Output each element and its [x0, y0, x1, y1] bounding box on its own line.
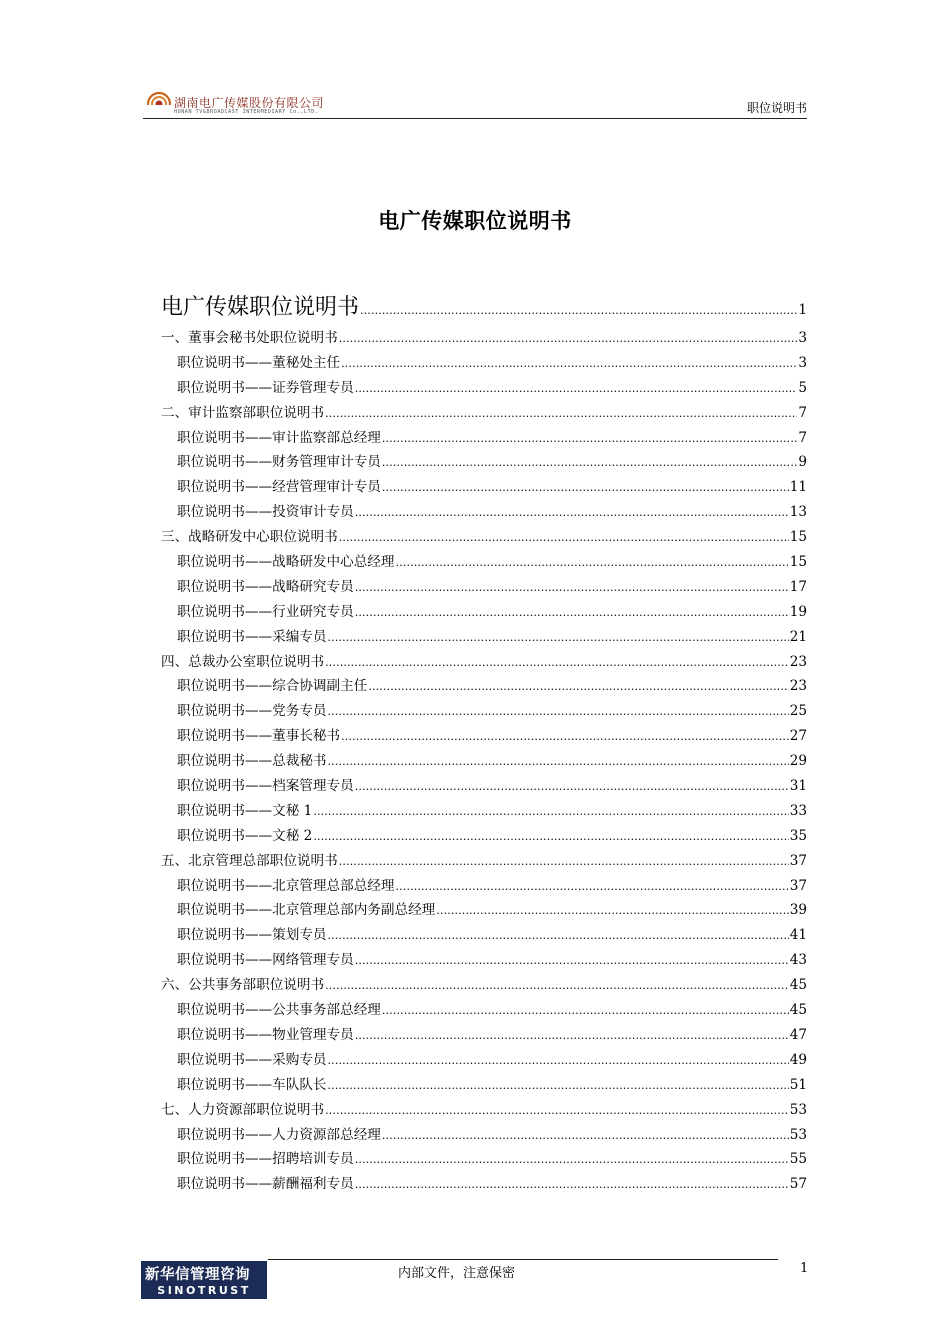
toc-entry[interactable]	[161, 450, 807, 475]
toc-leader-dots	[396, 874, 789, 900]
toc-entry[interactable]	[161, 724, 807, 749]
toc-leader-dots	[382, 998, 789, 1024]
toc-entry-page: 11	[789, 479, 807, 496]
toc-entry[interactable]	[161, 1147, 807, 1172]
toc-entry-page: 17	[789, 578, 807, 595]
toc-entry-page: 7	[798, 404, 807, 421]
toc-entry[interactable]	[161, 351, 807, 376]
toc-leader-dots	[355, 1147, 789, 1173]
toc-entry-page: 53	[789, 1101, 807, 1118]
toc-entry[interactable]	[161, 326, 807, 351]
toc-entry[interactable]	[161, 426, 807, 451]
toc-leader-dots	[355, 600, 789, 626]
footer-divider	[268, 1259, 778, 1260]
toc-entry-title: 一、董事会秘书处职位说明书	[161, 330, 338, 346]
toc-entry-page: 51	[789, 1076, 807, 1093]
table-of-contents	[161, 290, 807, 1197]
toc-entry[interactable]	[161, 1048, 807, 1073]
toc-leader-dots	[355, 500, 789, 526]
toc-entry-page: 15	[789, 529, 807, 546]
toc-entry-title: 职位说明书——董秘处主任	[177, 354, 341, 371]
toc-leader-dots	[355, 1172, 789, 1198]
toc-entry-title: 职位说明书——采编专员	[177, 628, 327, 645]
toc-leader-dots	[355, 575, 789, 601]
consultancy-logo-en: SINOTRUST	[157, 1284, 251, 1297]
company-logo-icon	[146, 91, 172, 111]
toc-entry-title: 六、公共事务部职位说明书	[161, 977, 325, 994]
toc-entry-page: 57	[789, 1176, 807, 1193]
toc-entry-title: 职位说明书——审计监察部总经理	[177, 429, 381, 446]
toc-entry-title: 职位说明书——招聘培训专员	[177, 1151, 354, 1168]
toc-entry-title: 职位说明书——人力资源部总经理	[177, 1126, 381, 1143]
toc-entry-title: 职位说明书——总裁秘书	[177, 753, 327, 770]
toc-entry-title: 职位说明书——董事长秘书	[177, 728, 341, 745]
toc-entry-page: 9	[798, 454, 807, 471]
toc-entry-title: 职位说明书——策划专员	[177, 927, 327, 944]
toc-leader-dots	[339, 525, 789, 551]
toc-entry-title: 七、人力资源部职位说明书	[161, 1101, 325, 1118]
toc-entry[interactable]	[161, 799, 807, 824]
toc-entry-title: 四、总裁办公室职位说明书	[161, 653, 325, 670]
toc-entry-page: 39	[789, 902, 807, 919]
toc-leader-dots	[325, 1098, 789, 1124]
toc-entry[interactable]	[161, 824, 807, 849]
toc-entry-title: 职位说明书——北京管理总部总经理	[177, 877, 395, 894]
toc-entry-title: 职位说明书——北京管理总部内务副总经理	[177, 902, 436, 919]
toc-entry-page: 13	[789, 504, 807, 521]
toc-entry[interactable]	[161, 575, 807, 600]
toc-leader-dots	[328, 1048, 789, 1074]
toc-entry-title: 二、审计监察部职位说明书	[161, 404, 325, 421]
toc-entry[interactable]	[161, 550, 807, 575]
toc-entry[interactable]	[161, 650, 807, 675]
toc-entry[interactable]	[161, 401, 807, 426]
toc-leader-dots	[313, 799, 788, 825]
toc-leader-dots	[355, 774, 789, 800]
toc-entry-title: 职位说明书——战略研发中心总经理	[177, 554, 395, 571]
toc-leader-dots	[341, 724, 789, 750]
toc-entry[interactable]	[161, 674, 807, 699]
toc-leader-dots	[355, 948, 789, 974]
toc-entry-page: 3	[798, 330, 807, 346]
toc-entry[interactable]	[161, 849, 807, 874]
toc-entry[interactable]	[161, 600, 807, 625]
page-header	[143, 88, 807, 119]
toc-entry[interactable]	[161, 973, 807, 998]
toc-leader-dots	[325, 650, 789, 676]
toc-entry[interactable]	[161, 774, 807, 799]
toc-entry[interactable]	[161, 948, 807, 973]
toc-entry-title: 职位说明书——投资审计专员	[177, 504, 354, 521]
toc-leader-dots	[328, 923, 789, 949]
toc-leader-dots	[396, 550, 789, 576]
toc-entry[interactable]	[161, 1123, 807, 1148]
toc-entry[interactable]	[161, 625, 807, 650]
toc-entry-page: 23	[789, 653, 807, 670]
toc-entry-title: 职位说明书——采购专员	[177, 1051, 327, 1068]
toc-entry[interactable]	[161, 874, 807, 899]
toc-entry-title: 职位说明书——党务专员	[177, 703, 327, 720]
toc-leader-dots	[355, 1023, 789, 1049]
toc-entry-page: 53	[789, 1126, 807, 1143]
page-title: 电广传媒职位说明书	[378, 209, 572, 233]
toc-entry-page: 3	[798, 354, 807, 371]
toc-entry-page: 43	[789, 952, 807, 969]
toc-entry[interactable]	[161, 500, 807, 525]
toc-entry-page: 29	[789, 753, 807, 770]
footer-confidential-note: 内部文件，注意保密	[398, 1266, 516, 1281]
toc-leader-dots	[313, 824, 788, 850]
toc-entry[interactable]	[161, 749, 807, 774]
toc-leader-dots	[328, 749, 789, 775]
toc-entry[interactable]	[161, 1023, 807, 1048]
toc-entry-title: 五、北京管理总部职位说明书	[161, 852, 338, 869]
toc-leader-dots	[339, 849, 789, 875]
toc-leader-dots	[325, 401, 797, 427]
toc-entry[interactable]	[161, 475, 807, 500]
header-doc-label: 职位说明书	[746, 101, 807, 115]
toc-entry-title: 职位说明书——财务管理审计专员	[177, 454, 381, 471]
toc-leader-dots	[341, 351, 797, 377]
toc-leader-dots	[436, 898, 788, 924]
toc-entry-title: 职位说明书——综合协调副主任	[177, 678, 368, 695]
toc-leader-dots	[328, 625, 789, 651]
toc-entry-title: 三、战略研发中心职位说明书	[161, 529, 338, 546]
toc-entry-page: 21	[789, 628, 807, 645]
toc-entry-page: 5	[798, 379, 807, 396]
toc-entry[interactable]	[161, 923, 807, 948]
company-name-cn: 湖南电广传媒股份有限公司	[174, 96, 325, 110]
toc-entry-page: 23	[789, 678, 807, 695]
toc-entry[interactable]	[161, 898, 807, 923]
toc-entry-page: 37	[789, 877, 807, 894]
toc-leader-dots	[382, 450, 797, 476]
toc-entry-title: 职位说明书——车队队长	[177, 1076, 327, 1093]
toc-entry-page: 35	[789, 827, 807, 844]
toc-entry-page: 37	[789, 852, 807, 869]
toc-entry-page: 31	[789, 778, 807, 795]
toc-entry-title: 职位说明书——文秘 2	[177, 827, 313, 844]
toc-entry-title: 职位说明书——证券管理专员	[177, 379, 354, 396]
toc-leader-dots	[360, 290, 797, 329]
toc-entry-title: 职位说明书——物业管理专员	[177, 1026, 354, 1043]
toc-entry-page: 47	[789, 1026, 807, 1043]
toc-leader-dots	[382, 426, 797, 452]
toc-entry-page: 15	[789, 554, 807, 571]
footer-page-number: 1	[800, 1261, 809, 1276]
toc-entry-title: 职位说明书——行业研究专员	[177, 603, 354, 620]
toc-entry-title: 职位说明书——经营管理审计专员	[177, 479, 381, 496]
toc-entry-page: 45	[789, 977, 807, 994]
toc-entry-page: 45	[789, 1002, 807, 1019]
toc-entry[interactable]	[161, 525, 807, 550]
toc-leader-dots	[382, 475, 789, 501]
toc-entry-title: 职位说明书——公共事务部总经理	[177, 1002, 381, 1019]
consultancy-logo-cn: 新华信管理咨询	[145, 1267, 250, 1283]
toc-entry-title: 职位说明书——战略研究专员	[177, 578, 354, 595]
toc-entry[interactable]	[161, 376, 807, 401]
toc-entry-title: 职位说明书——薪酬福利专员	[177, 1176, 354, 1193]
company-name-en: HUNAN TV&BROADCAST INTERMEDIARY Co.,LTD.	[174, 109, 319, 115]
toc-entry-page: 55	[789, 1151, 807, 1168]
toc-entry-page: 7	[798, 429, 807, 446]
toc-leader-dots	[355, 376, 798, 402]
toc-entry-page: 33	[789, 802, 807, 819]
toc-leader-dots	[382, 1123, 789, 1149]
toc-entry-title: 职位说明书——档案管理专员	[177, 778, 354, 795]
toc-entry-page: 41	[789, 927, 807, 944]
toc-entry-page: 1	[798, 302, 807, 318]
toc-leader-dots	[339, 326, 798, 352]
toc-leader-dots	[325, 973, 789, 999]
toc-leader-dots	[328, 699, 789, 725]
toc-leader-dots	[368, 674, 788, 700]
toc-entry-title: 职位说明书——文秘 1	[177, 802, 313, 819]
toc-entry-page: 25	[789, 703, 807, 720]
toc-entry[interactable]	[161, 699, 807, 724]
toc-entry[interactable]	[161, 998, 807, 1023]
toc-leader-dots	[328, 1073, 789, 1099]
toc-entry-page: 49	[789, 1051, 807, 1068]
toc-entry[interactable]	[161, 1073, 807, 1098]
toc-entry-page: 27	[789, 728, 807, 745]
toc-entry[interactable]	[161, 1098, 807, 1123]
toc-entry-title: 职位说明书——网络管理专员	[177, 952, 354, 969]
consultancy-logo	[141, 1261, 267, 1299]
toc-entry-title: 电广传媒职位说明书	[161, 295, 360, 320]
toc-entry[interactable]	[161, 290, 807, 326]
toc-entry-page: 19	[789, 603, 807, 620]
toc-entry[interactable]	[161, 1172, 807, 1197]
